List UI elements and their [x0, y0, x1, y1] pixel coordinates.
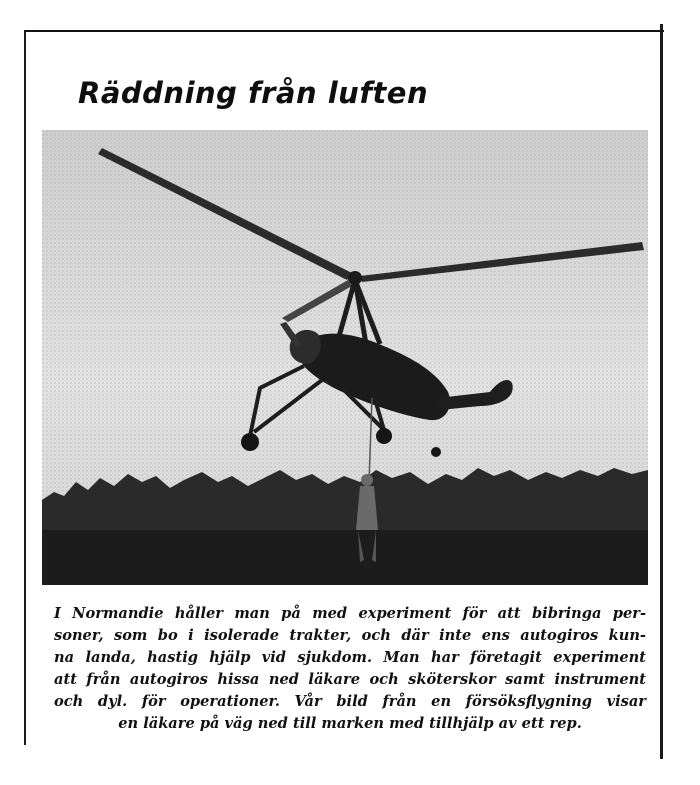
right-rule	[660, 24, 663, 759]
caption-line: I Normandie håller man på med experiment för att bibringa per-	[54, 605, 646, 622]
rotor-hub	[348, 271, 362, 285]
right-wheel	[376, 428, 392, 444]
caption-line: en läkare på väg ned till marken med tillhjälp av ett rep.	[118, 715, 582, 732]
caption-line: och dyl. för operationer. Vår bild från en försöksflygning visar	[54, 693, 646, 710]
top-rule	[24, 30, 664, 32]
caption-line: att från autogiros hissa ned läkare och sköterskor samt instrument	[54, 671, 646, 688]
autogiro-photo-icon	[42, 130, 648, 585]
left-rule	[24, 30, 26, 745]
left-wheel	[241, 433, 259, 451]
photo-caption	[54, 603, 646, 735]
tail-wheel	[431, 447, 441, 457]
autogiro-photo	[42, 130, 648, 585]
ground	[42, 530, 648, 585]
caption-line: na landa, hastig hjälp vid sjukdom. Man har företagit experiment	[54, 649, 646, 666]
caption-line: soner, som bo i isolerade trakter, och där inte ens autogiros kun-	[54, 627, 646, 644]
article-headline: Räddning från luften	[78, 76, 429, 110]
